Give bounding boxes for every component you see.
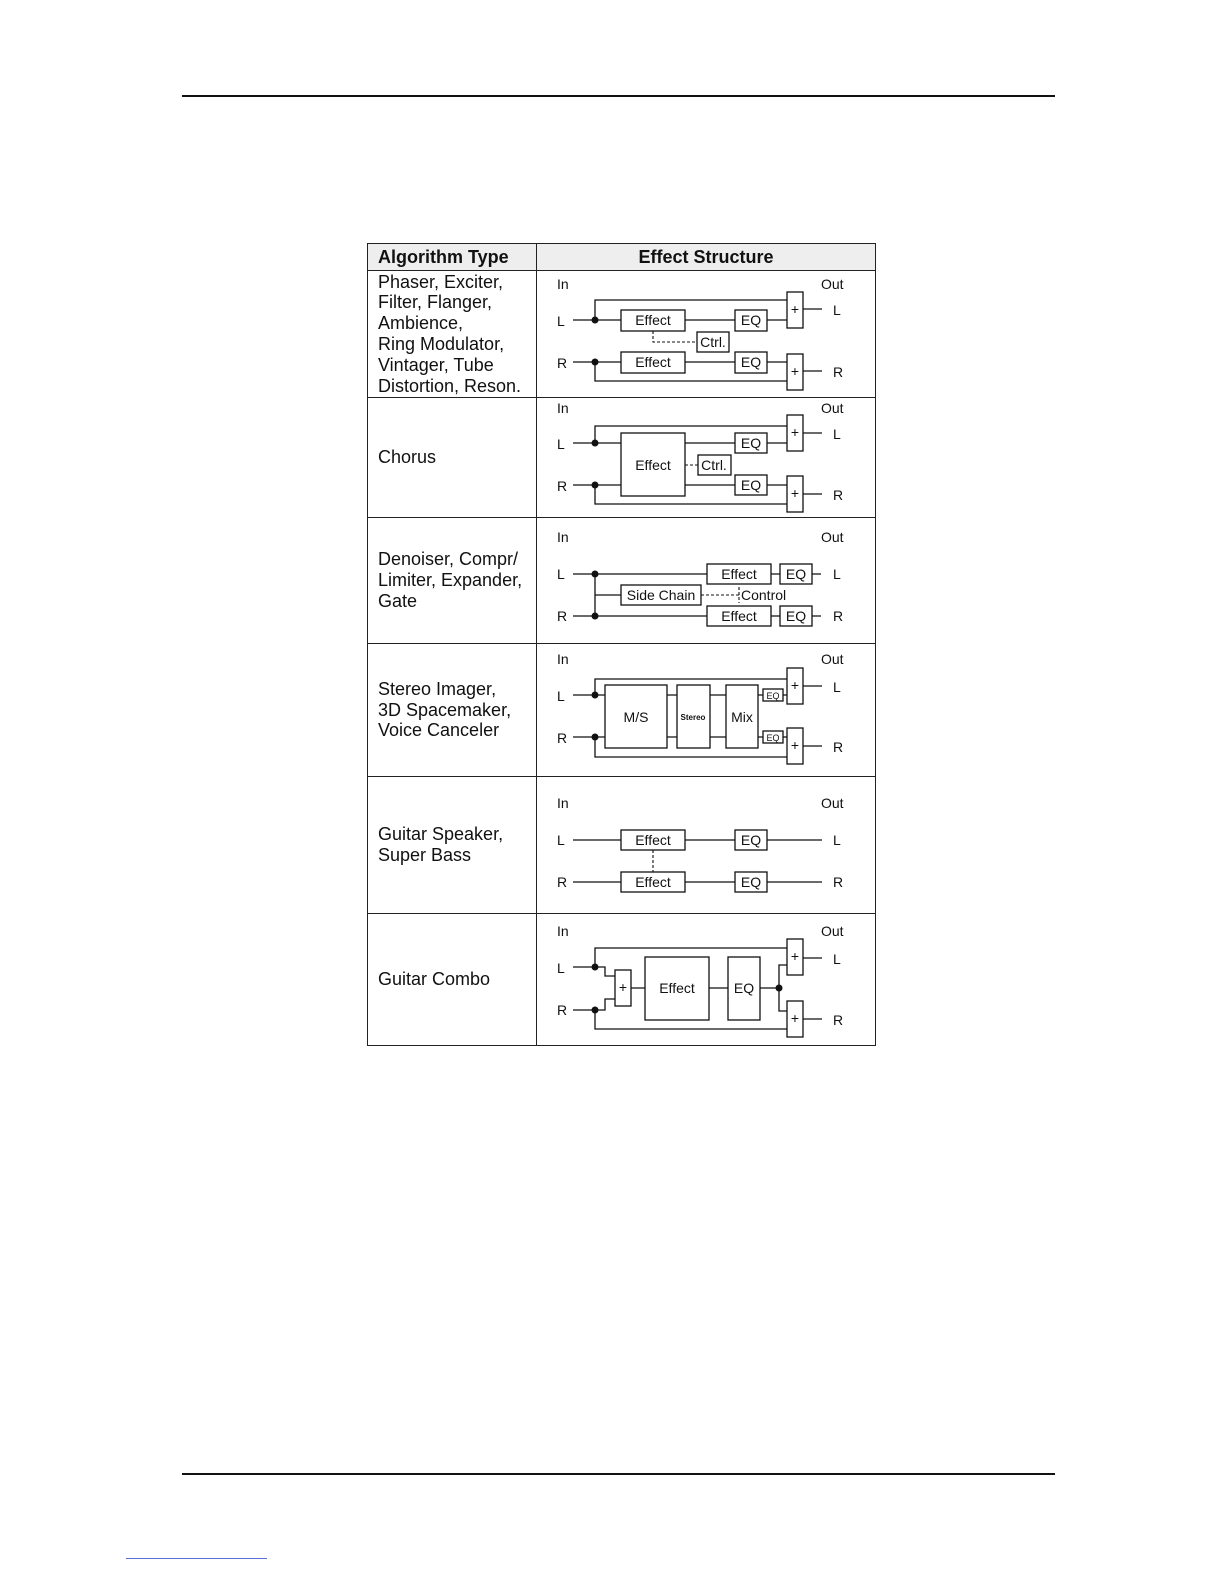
algorithm-type-line: Denoiser, Compr/ — [378, 549, 519, 570]
table-row — [368, 518, 876, 644]
eq-block-label: EQ — [740, 477, 762, 493]
eq-block-label: EQ — [766, 733, 780, 743]
algorithm-type-cell — [368, 914, 537, 1046]
table-row — [368, 271, 876, 398]
algorithm-type-line: Stereo Imager, — [378, 678, 497, 699]
effect-structure-cell — [537, 271, 876, 398]
eq-block-label: EQ — [740, 832, 762, 848]
effect-block-label: Effect — [721, 608, 757, 624]
right-input-label: R — [557, 355, 568, 371]
effect-structure-cell — [537, 644, 876, 777]
algorithm-type-line: Super Bass — [378, 845, 472, 865]
sum-node-label: + — [790, 485, 800, 501]
algorithm-type-line: Limiter, Expander, — [378, 570, 523, 591]
dual-effect-diagram — [537, 271, 875, 396]
side-chain-diagram — [537, 518, 875, 642]
eq-block-label: EQ — [766, 691, 780, 701]
effect-structure-cell — [537, 398, 876, 518]
effect-block-label: Effect — [635, 312, 671, 328]
footer-rule — [182, 1473, 1055, 1475]
eq-block-label: EQ — [785, 566, 807, 582]
sum-node-label: + — [790, 737, 800, 753]
left-input-label: L — [557, 566, 565, 582]
eq-block-label: EQ — [733, 980, 755, 996]
in-label: In — [557, 651, 569, 667]
out-label: Out — [821, 400, 844, 416]
stereo-imager-diagram — [537, 644, 875, 775]
mix-block-label: Mix — [731, 709, 753, 725]
right-input-label: R — [557, 874, 568, 890]
left-input-label: L — [557, 313, 565, 329]
algorithm-type-line: Gate — [378, 590, 418, 611]
table-row — [368, 914, 876, 1046]
left-input-label: L — [557, 832, 565, 848]
algorithm-table — [367, 243, 876, 1046]
chorus-diagram — [537, 398, 875, 516]
sum-node-label: + — [790, 424, 800, 440]
right-input-label: R — [557, 478, 568, 494]
effect-block-label: Effect — [635, 354, 671, 370]
algorithm-type-line: Chorus — [378, 447, 437, 468]
sum-node-label: + — [790, 677, 800, 693]
right-output-label: R — [833, 1012, 844, 1028]
ctrl-block-label: Ctrl. — [701, 457, 727, 473]
table-row — [368, 777, 876, 914]
effect-block-label: Effect — [635, 832, 671, 848]
algorithm-type-cell — [368, 518, 537, 644]
out-label: Out — [821, 276, 844, 292]
algorithm-type-cell — [368, 271, 537, 398]
out-label: Out — [821, 923, 844, 939]
out-label: Out — [821, 651, 844, 667]
right-output-label: R — [833, 364, 844, 380]
sum-node-label: + — [790, 948, 800, 964]
stereo-block-label: Stereo — [680, 713, 706, 722]
eq-block-label: EQ — [740, 312, 762, 328]
algorithm-type-line: Vintager, Tube — [378, 354, 494, 375]
eq-block-label: EQ — [785, 608, 807, 624]
speaker-diagram — [537, 777, 875, 912]
eq-block-label: EQ — [740, 354, 762, 370]
algorithm-type-line: Phaser, Exciter, — [378, 271, 504, 292]
algorithm-type-line: Guitar Combo — [378, 969, 491, 990]
ctrl-block-label: Ctrl. — [700, 334, 726, 350]
in-label: In — [557, 529, 569, 545]
effect-block-label: Effect — [721, 566, 757, 582]
right-output-label: R — [833, 608, 844, 624]
left-output-label: L — [833, 832, 841, 848]
out-label: Out — [821, 795, 844, 811]
left-input-label: L — [557, 436, 565, 452]
right-output-label: R — [833, 739, 844, 755]
algorithm-type-cell — [368, 398, 537, 518]
right-output-label: R — [833, 487, 844, 503]
eq-block-label: EQ — [740, 874, 762, 890]
left-output-label: L — [833, 426, 841, 442]
algorithm-type-line: Distortion, Reson. — [378, 375, 522, 396]
left-output-label: L — [833, 302, 841, 318]
right-input-label: R — [557, 1002, 568, 1018]
in-label: In — [557, 923, 569, 939]
left-input-label: L — [557, 688, 565, 704]
algorithm-type-cell — [368, 644, 537, 777]
left-output-label: L — [833, 679, 841, 695]
sum-node-label: + — [790, 363, 800, 379]
effect-structure-cell — [537, 777, 876, 914]
ms-block-label: M/S — [623, 709, 649, 725]
in-label: In — [557, 795, 569, 811]
in-label: In — [557, 276, 569, 292]
effect-block-label: Effect — [635, 874, 671, 890]
effect-structure-cell — [537, 914, 876, 1046]
algorithm-type-line: Ring Modulator, — [378, 334, 505, 354]
table-row — [368, 398, 876, 518]
effect-block-label: Effect — [659, 980, 695, 996]
sum-node-label: + — [618, 979, 628, 995]
right-input-label: R — [557, 608, 568, 624]
algorithm-type-cell — [368, 777, 537, 914]
effect-block-label: Effect — [635, 457, 671, 473]
header-effect-structure: Effect Structure — [537, 244, 876, 271]
footer-link-underline[interactable] — [126, 1558, 267, 1559]
left-output-label: L — [833, 951, 841, 967]
combo-diagram — [537, 914, 875, 1044]
left-input-label: L — [557, 960, 565, 976]
side-chain-label: Side Chain — [626, 587, 696, 603]
header-algorithm-type: Algorithm Type — [368, 244, 537, 271]
right-input-label: R — [557, 730, 568, 746]
effect-structure-cell — [537, 518, 876, 644]
out-label: Out — [821, 529, 844, 545]
algorithm-type-line: Filter, Flanger, — [378, 292, 493, 313]
control-label: Control — [741, 587, 787, 603]
sum-node-label: + — [790, 1010, 800, 1026]
table-header-row — [368, 244, 876, 271]
table-row — [368, 644, 876, 777]
eq-block-label: EQ — [740, 435, 762, 451]
sum-node-label: + — [790, 301, 800, 317]
left-output-label: L — [833, 566, 841, 582]
algorithm-type-line: Voice Canceler — [378, 720, 500, 741]
in-label: In — [557, 400, 569, 416]
right-output-label: R — [833, 874, 844, 890]
algorithm-type-line: Ambience, — [378, 313, 464, 334]
algorithm-type-line: 3D Spacemaker, — [378, 699, 512, 720]
algorithm-type-line: Guitar Speaker, — [378, 824, 504, 845]
header-rule — [182, 95, 1055, 97]
